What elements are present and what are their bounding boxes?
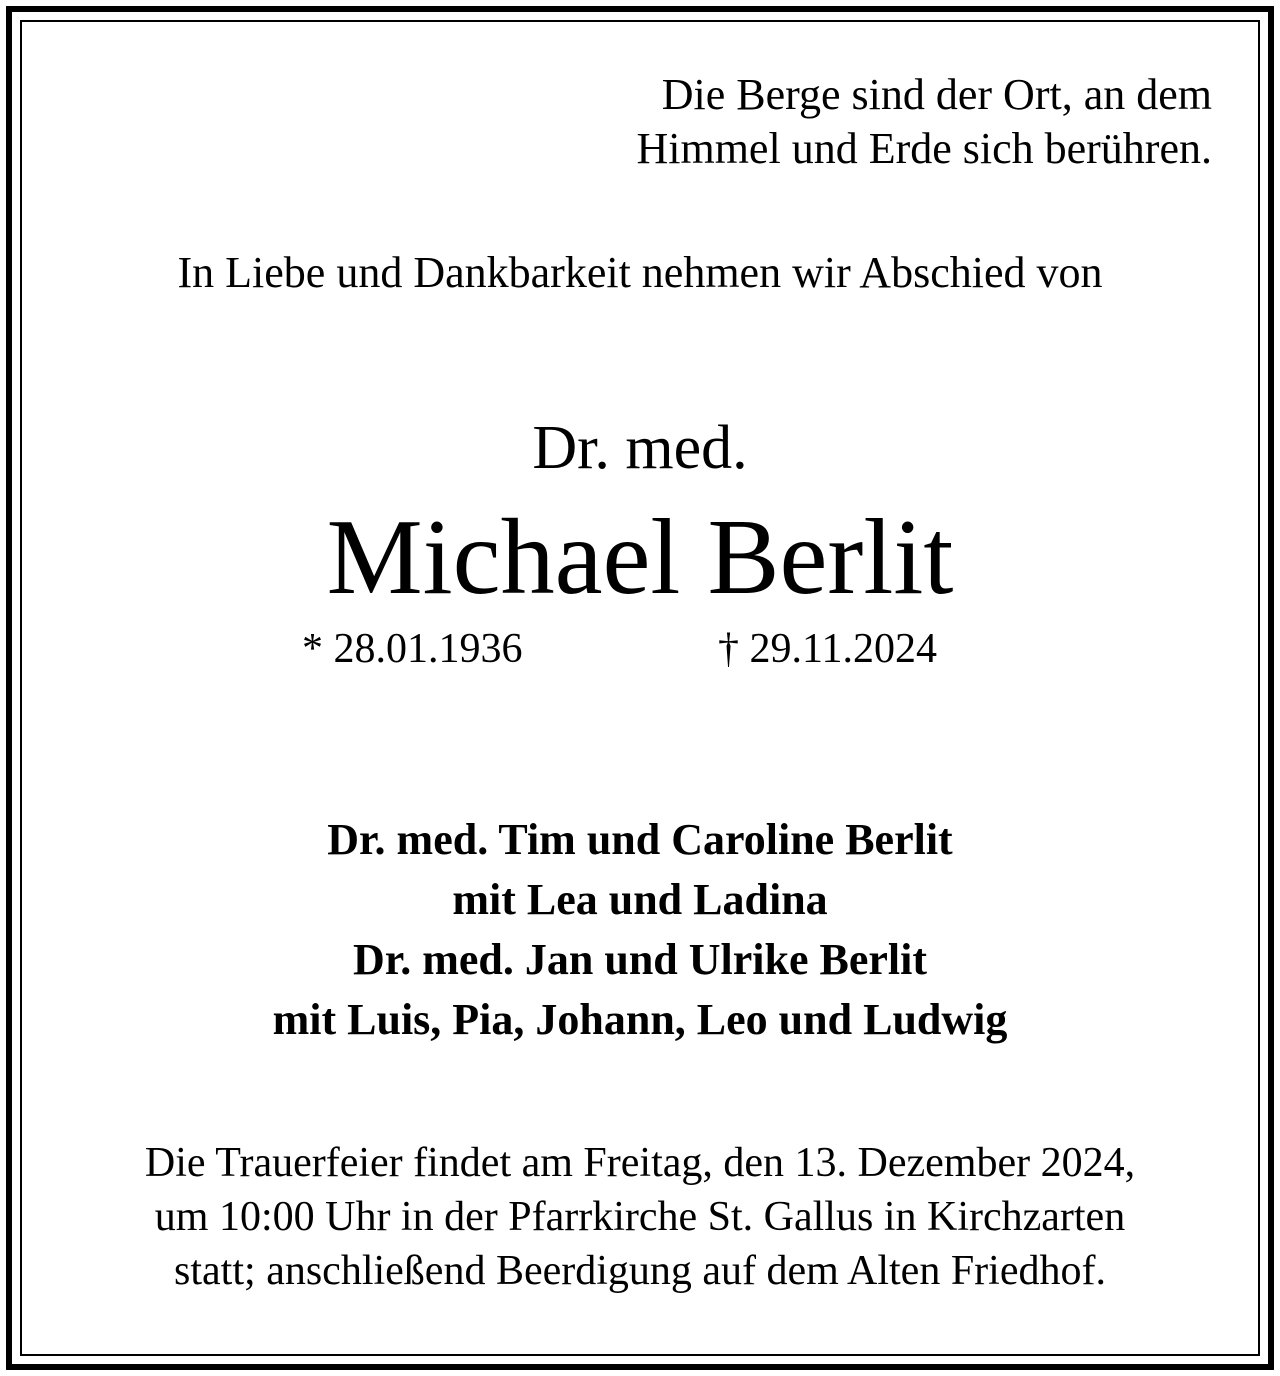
service-line: Die Trauerfeier findet am Freitag, den 13. Dezember 2024,	[144, 1140, 1136, 1186]
service-line: um 10:00 Uhr in der Pfarrkirche St. Gallus in Kirchzarten	[154, 1194, 1126, 1240]
mourners-list	[0, 810, 1280, 1050]
motto-line-1: Die Berge sind der Ort, an dem	[661, 70, 1212, 119]
service-line: statt; anschließend Beerdigung auf dem Alten Friedhof.	[174, 1248, 1106, 1294]
mourner-line: mit Luis, Pia, Johann, Leo und Ludwig	[272, 995, 1008, 1044]
deceased-title: Dr. med.	[532, 414, 748, 482]
motto	[636, 68, 1212, 176]
intro-text: In Liebe und Dankbarkeit nehmen wir Abschied von	[177, 248, 1103, 297]
mourner-line: Dr. med. Tim und Caroline Berlit	[327, 815, 953, 864]
motto-line-2: Himmel und Erde sich berühren.	[636, 124, 1212, 173]
birth-date: * 28.01.1936	[302, 626, 523, 672]
service-info	[0, 1136, 1280, 1298]
mourner-line: mit Lea und Ladina	[452, 875, 828, 924]
mourner-line: Dr. med. Jan und Ulrike Berlit	[352, 935, 928, 984]
deceased-name: Michael Berlit	[326, 498, 954, 617]
death-date: † 29.11.2024	[718, 626, 937, 672]
